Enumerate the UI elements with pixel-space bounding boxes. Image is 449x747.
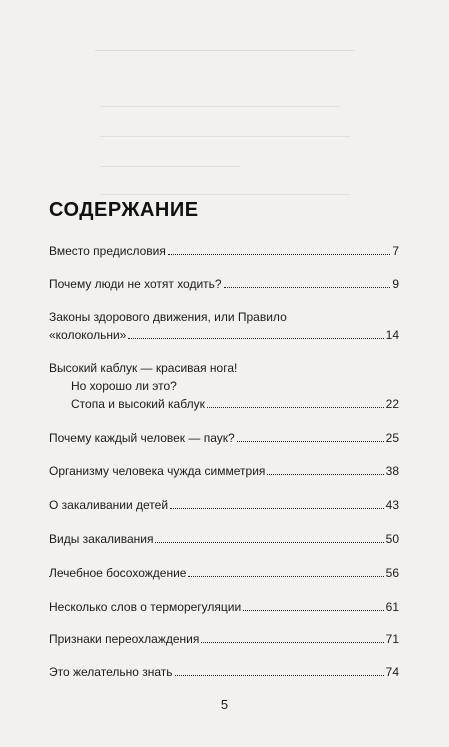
toc-entry: [49, 310, 399, 342]
toc-entry-title: Виды закаливания: [49, 532, 154, 546]
toc-entry: [49, 632, 399, 646]
toc-entry-page: 71: [385, 632, 399, 646]
toc-entry-title-line: Но хорошо ли это?: [71, 379, 177, 393]
toc-entry-title: Это желательно знать: [49, 665, 173, 679]
toc-entry-title: «колокольни»: [49, 328, 127, 342]
dot-leader: [170, 507, 384, 509]
toc-entry: [49, 361, 399, 411]
page-number: 5: [220, 697, 229, 712]
toc-entry-title: Почему каждый человек — паук?: [49, 431, 235, 445]
toc-entry-title: О закаливании детей: [49, 498, 169, 512]
toc-entry: [49, 244, 399, 258]
toc-entry-title: Вместо предисловия: [49, 244, 166, 258]
toc-entry: [49, 277, 399, 291]
toc-entry: [49, 431, 399, 445]
dot-leader: [155, 541, 383, 543]
bleed-through-text: [100, 186, 350, 195]
toc-entry-page: 22: [385, 397, 399, 411]
toc-entry-title: Признаки переохлаждения: [49, 632, 200, 646]
toc-entry-page: 14: [385, 328, 399, 342]
bleed-through-text: [100, 98, 340, 107]
toc-entry-title: Организму человека чужда симметрия: [49, 464, 266, 478]
bleed-through-text: [100, 158, 240, 167]
toc-entry: [49, 665, 399, 679]
dot-leader: [243, 609, 383, 611]
toc-entry-title-line: Законы здорового движения, или Правило: [49, 310, 287, 324]
toc-entry-page: 38: [385, 464, 399, 478]
toc-entry-page: 61: [385, 600, 399, 614]
toc-entry-title: Лечебное босохождение: [49, 566, 187, 580]
bleed-through-text: [100, 128, 350, 137]
toc-entry-page: 74: [385, 665, 399, 679]
page-title: СОДЕРЖАНИЕ: [49, 199, 199, 221]
toc-entry: [49, 498, 399, 512]
toc-entry-page: 9: [392, 277, 399, 291]
toc-entry-title: Несколько слов о терморегуляции: [49, 600, 242, 614]
toc-entry-page: 25: [385, 431, 399, 445]
toc-entry: [49, 600, 399, 614]
toc-entry-page: 7: [392, 244, 399, 258]
toc-entry: [49, 464, 399, 478]
dot-leader: [237, 440, 384, 442]
toc-entry-title: Почему люди не хотят ходить?: [49, 277, 222, 291]
dot-leader: [188, 575, 383, 577]
dot-leader: [224, 286, 391, 288]
dot-leader: [128, 337, 383, 339]
toc-entry-page: 43: [385, 498, 399, 512]
bleed-through-text: [95, 40, 355, 51]
toc-entry: [49, 566, 399, 580]
dot-leader: [207, 406, 384, 408]
toc-entry-title: Стопа и высокий каблук: [71, 397, 205, 411]
toc-entry-title-line: Высокий каблук — красивая нога!: [49, 361, 238, 375]
dot-leader: [267, 473, 383, 475]
dot-leader: [201, 641, 383, 643]
dot-leader: [168, 253, 390, 255]
toc-entry-page: 50: [385, 532, 399, 546]
dot-leader: [175, 674, 384, 676]
toc-entry: [49, 532, 399, 546]
toc-entry-page: 56: [385, 566, 399, 580]
